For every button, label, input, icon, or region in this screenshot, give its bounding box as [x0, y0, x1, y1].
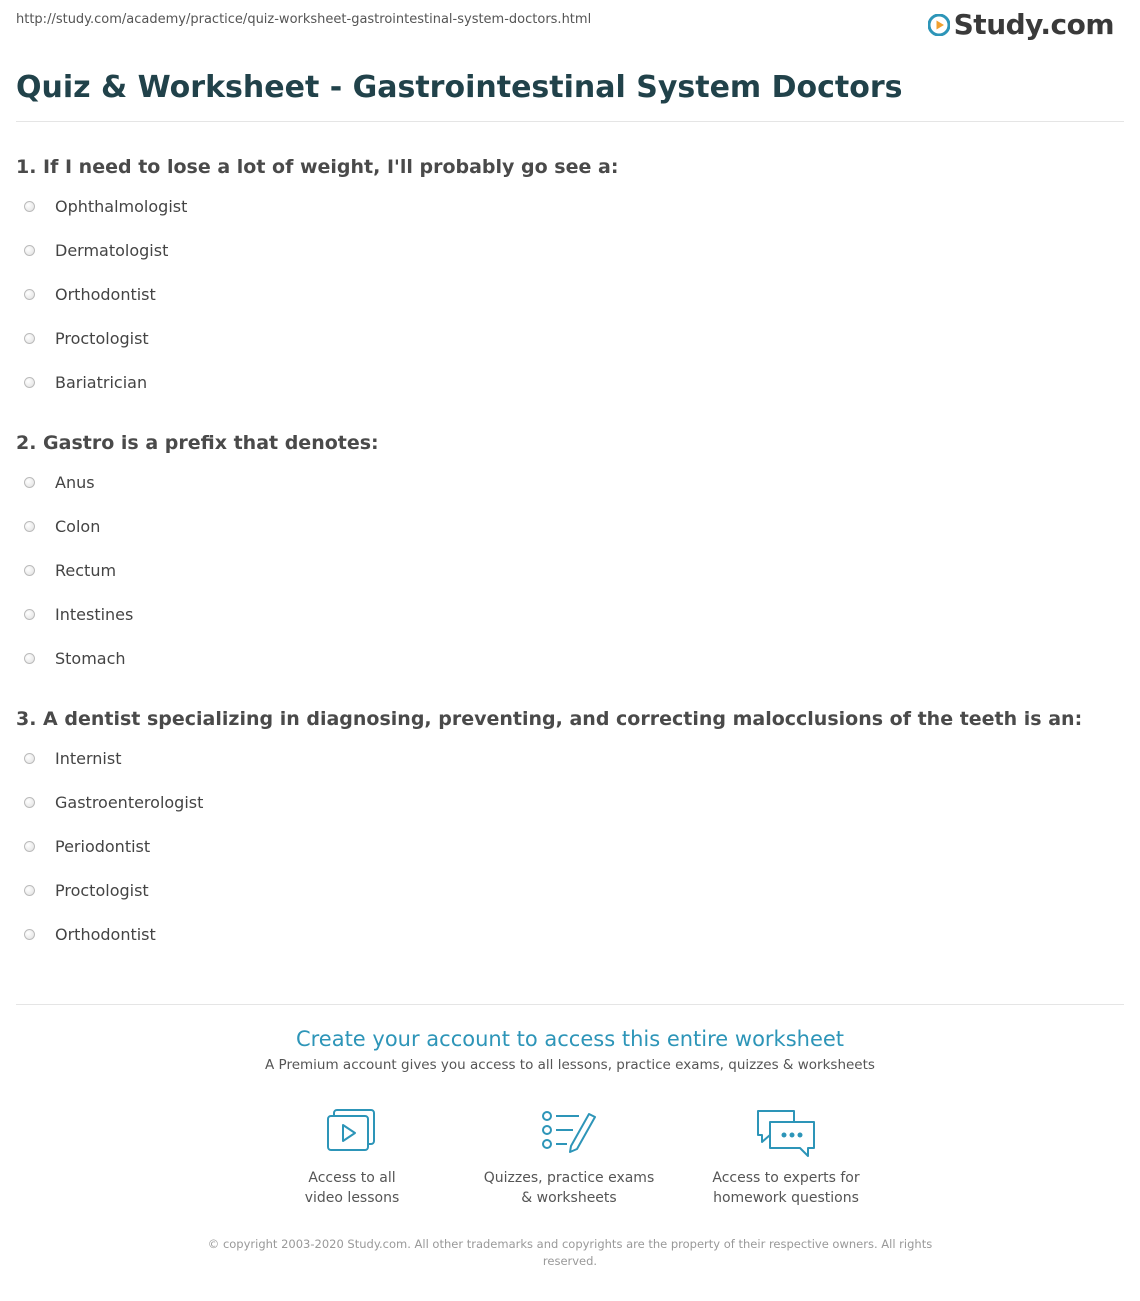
option-label: Orthodontist [55, 284, 156, 304]
play-logo-icon [928, 14, 950, 36]
radio-button[interactable] [24, 201, 35, 212]
divider [16, 121, 1124, 122]
answer-option[interactable] [16, 228, 1124, 272]
option-label: Proctologist [55, 880, 149, 900]
copyright-notice: © copyright 2003-2020 Study.com. All other trademarks and copyrights are the property of their respective owners. All rights reserved. [207, 1237, 933, 1268]
feature-text: video lessons [304, 1190, 400, 1206]
option-label: Periodontist [55, 836, 151, 856]
answer-options [16, 184, 1124, 404]
answer-option[interactable] [16, 184, 1124, 228]
radio-button[interactable] [24, 377, 35, 388]
answer-option[interactable] [16, 360, 1124, 404]
option-label: Intestines [55, 604, 134, 624]
answer-option[interactable] [16, 912, 1124, 956]
video-lessons-icon [326, 1108, 378, 1154]
answer-option[interactable] [16, 272, 1124, 316]
radio-button[interactable] [24, 521, 35, 532]
option-label: Orthodontist [55, 924, 156, 944]
answer-option[interactable] [16, 592, 1124, 636]
top-bar [0, 0, 1140, 56]
feature-text: Access to all [308, 1170, 396, 1186]
option-label: Proctologist [55, 328, 149, 348]
feature-text: Access to experts for [712, 1170, 860, 1186]
question-text: 3. A dentist specializing in diagnosing, preventing, and correcting malocclusions of the teeth is an: [16, 708, 1083, 730]
radio-button[interactable] [24, 929, 35, 940]
divider [16, 1004, 1124, 1005]
feature-text: homework questions [713, 1190, 859, 1206]
question-2 [16, 426, 1124, 680]
answer-option[interactable] [16, 736, 1124, 780]
option-label: Stomach [55, 648, 126, 668]
logo-text: Study.com [953, 8, 1114, 41]
option-label: Ophthalmologist [55, 196, 188, 216]
create-account-link[interactable]: Create your account to access this entire worksheet [295, 1027, 845, 1051]
feature-text: & worksheets [521, 1190, 617, 1206]
answer-option[interactable] [16, 636, 1124, 680]
option-label: Dermatologist [55, 240, 169, 260]
question-3 [16, 702, 1124, 956]
feature-experts [686, 1108, 886, 1208]
question-text: 1. If I need to lose a lot of weight, I'll probably go see a: [16, 156, 619, 178]
quiz-checklist-icon [541, 1108, 597, 1154]
option-label: Gastroenterologist [55, 792, 204, 812]
answer-option[interactable] [16, 780, 1124, 824]
answer-option[interactable] [16, 868, 1124, 912]
radio-button[interactable] [24, 885, 35, 896]
answer-option[interactable] [16, 548, 1124, 592]
answer-options [16, 736, 1124, 956]
study-logo[interactable] [928, 8, 1114, 41]
radio-button[interactable] [24, 753, 35, 764]
radio-button[interactable] [24, 841, 35, 852]
feature-video-lessons [252, 1108, 452, 1208]
chat-bubbles-icon [754, 1108, 818, 1160]
answer-option[interactable] [16, 504, 1124, 548]
question-text: 2. Gastro is a prefix that denotes: [16, 432, 379, 454]
page-url: http://study.com/academy/practice/quiz-worksheet-gastrointestinal-system-doctors.html [16, 12, 592, 27]
radio-button[interactable] [24, 333, 35, 344]
answer-option[interactable] [16, 824, 1124, 868]
radio-button[interactable] [24, 289, 35, 300]
radio-button[interactable] [24, 797, 35, 808]
radio-button[interactable] [24, 477, 35, 488]
option-label: Colon [55, 516, 101, 536]
option-label: Internist [55, 748, 122, 768]
feature-quizzes [469, 1108, 669, 1208]
answer-options [16, 460, 1124, 680]
answer-option[interactable] [16, 316, 1124, 360]
quiz [16, 150, 1124, 978]
radio-button[interactable] [24, 245, 35, 256]
radio-button[interactable] [24, 565, 35, 576]
radio-button[interactable] [24, 653, 35, 664]
feature-text: Quizzes, practice exams [483, 1170, 655, 1186]
radio-button[interactable] [24, 609, 35, 620]
page-title: Quiz & Worksheet - Gastrointestinal System Doctors [16, 70, 903, 105]
answer-option[interactable] [16, 460, 1124, 504]
question-1 [16, 150, 1124, 404]
option-label: Bariatrician [55, 372, 148, 392]
premium-description: A Premium account gives you access to all lessons, practice exams, quizzes & worksheets [265, 1057, 875, 1073]
option-label: Rectum [55, 560, 117, 580]
option-label: Anus [55, 472, 95, 492]
